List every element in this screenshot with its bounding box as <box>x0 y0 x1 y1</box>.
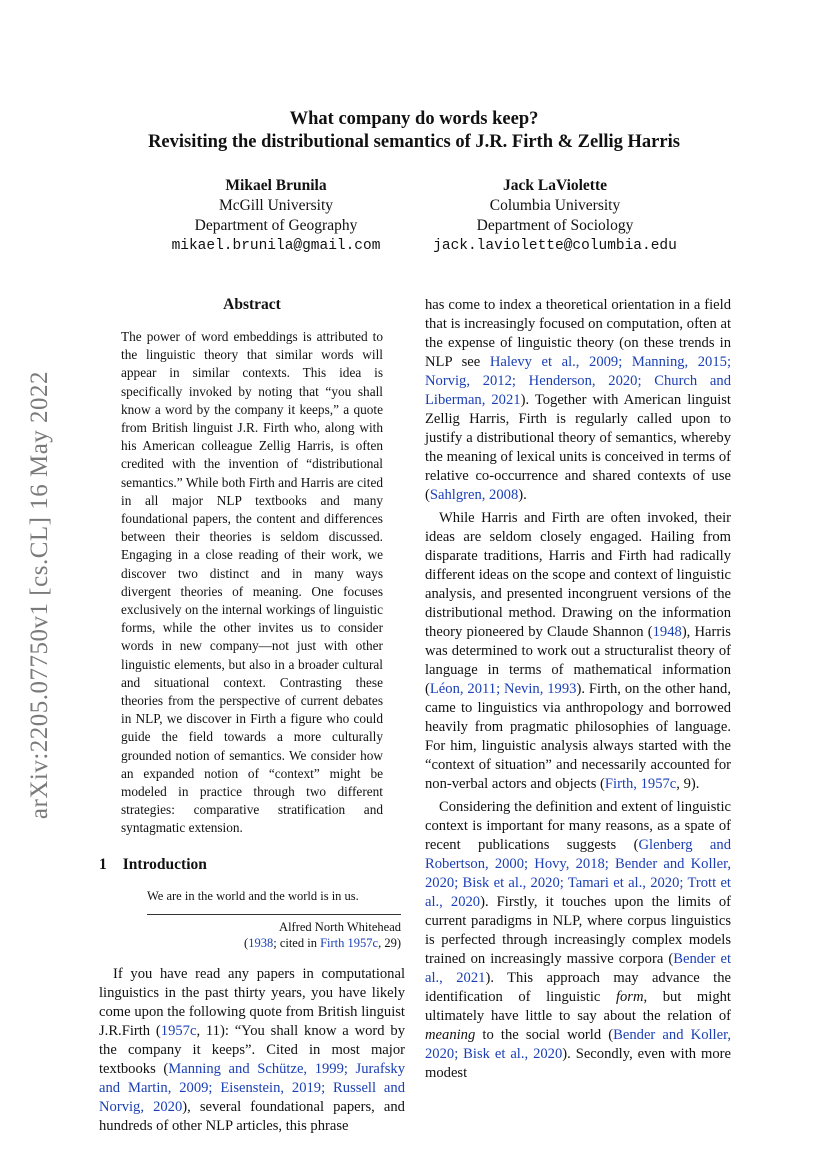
text-fragment: ). Secondly, even with more modest <box>425 1046 731 1081</box>
epigraph-author: Alfred North Whitehead <box>279 919 401 934</box>
author-department: Department of Geography <box>194 217 358 234</box>
author-name: Mikael Brunila <box>225 177 327 194</box>
section-title: Introduction <box>122 855 207 873</box>
paper-title <box>0 108 828 154</box>
emphasis-text: meaning <box>425 1027 476 1043</box>
author-department: Department of Sociology <box>476 217 634 234</box>
author-block <box>150 176 402 256</box>
abstract-heading: Abstract <box>223 296 281 313</box>
author-block <box>410 176 700 256</box>
left-column <box>99 296 405 1136</box>
text-fragment: ). <box>518 487 527 503</box>
citation-link[interactable]: Firth 1957c <box>320 935 379 950</box>
citation-link[interactable]: 1948 <box>652 624 682 640</box>
text-fragment: While Harris and Firth are often invoked, their ideas are seldom closely engaged. Hailing from disparate traditions, Harris and Firth had radically different ideas on the scope and context of linguistic analysis, and presented incongruent versions of the distributional method. Drawing on the information theory pioneered by Claude Shannon ( <box>425 510 731 640</box>
text-fragment: ). This approach may advance the identification of linguistic <box>425 970 731 1005</box>
citation-link[interactable]: Bender and Koller, 2020; Bisk et al., 2020 <box>425 1027 731 1062</box>
abstract-body: The power of word embeddings is attributed to the linguistic theory that similar words will appear in similar contexts. This idea is specifically invoked by noting that “you shall know a word by the company it keeps,” a quote from British linguist J.R. Firth who, along with his American colleague Zellig Harris, is often credited with the invention of “distributional semantics.” While both Firth and Harris are cited in all major NLP textbooks and many foundational papers, the content and differences between their theories is seldom discussed. Engaging in a close reading of their work, we discover two distinct and in many ways divergent theories of meaning. One focuses exclusively on the internal workings of linguistic forms, while the other invites us to consider words in new company—not just with other linguistic elements, but also in a broader cultural and situational context. Contrasting these theories from the perspective of current debates in NLP, we discover in Firth a figure who could guide the field towards a more culturally grounded notion of semantics. We consider how an expanded notion of “context” might be modeled in practice through two different strategies: comparative stratification and syntagmatic extension. <box>121 329 383 836</box>
citation-link[interactable]: 1957c <box>160 1022 197 1039</box>
text-fragment: , but might ultimately have little to say about the relation of <box>425 989 731 1024</box>
body-paragraph-1 <box>425 296 731 505</box>
text-fragment: , 29) <box>378 935 401 950</box>
arxiv-stamp-text: arXiv:2205.07750v1 [cs.CL] 16 May 2022 <box>26 370 53 820</box>
section-number: 1 <box>99 855 107 873</box>
body-paragraph-3 <box>425 798 731 1083</box>
text-fragment: ). Firstly, it touches upon the limits of current paradigms in NLP, where corpus linguistics is perfected through increasingly complex models trained on increasingly massive corpora ( <box>425 894 731 967</box>
citation-link[interactable]: Léon, 2011; Nevin, 1993 <box>429 681 577 697</box>
author-name: Jack LaViolette <box>502 177 608 194</box>
text-fragment: has come to index a theoretical orientation in a field that is increasingly focused on computation, often at the expense of linguistic theory (on these trends in NLP see <box>425 297 731 370</box>
text-fragment: , 9). <box>676 776 700 792</box>
epigraph-rule <box>147 914 401 915</box>
text-fragment: ), Harris was determined to work out a structuralist theory of language in terms of mathematical information ( <box>425 624 731 697</box>
right-column <box>425 296 731 1087</box>
text-fragment: If you have read any papers in computational linguistics in the past thirty years, you have likely come upon the following quote from British linguist J.R.Firth ( <box>99 965 405 1039</box>
text-fragment: ( <box>244 935 249 950</box>
text-fragment: ). Together with American linguist Zellig Harris, Firth is regularly called upon to justify a distributional theory of semantics, whereby the meaning of lexical units is conceived in terms of relative co-occurrence and shared contexts of use ( <box>425 392 731 503</box>
text-fragment: to the social world ( <box>475 1027 614 1043</box>
title-line-1: What company do words keep? <box>289 109 539 129</box>
citation-link[interactable]: Halevy et al., 2009; Manning, 2015; Norvig, 2012; Henderson, 2020; Church and Liberman, 2021 <box>425 354 731 408</box>
text-fragment: ). Firth, on the other hand, came to linguistics via anthropology and borrowed heavily from pragmatic philosophies of language. For him, linguistic analysis always started with the “context of situation” and necessarily accounted for non-verbal actors and objects ( <box>425 681 731 792</box>
author-email[interactable]: jack.laviolette@columbia.edu <box>433 238 677 254</box>
intro-paragraph-1 <box>99 965 405 1136</box>
epigraph <box>147 888 401 951</box>
arxiv-stamp <box>20 335 60 855</box>
text-fragment: Considering the definition and extent of linguistic context is important for many reasons, as a spate of recent publications suggests ( <box>425 799 731 853</box>
citation-link[interactable]: Bender et al., 2021 <box>425 951 731 986</box>
citation-link[interactable]: Firth, 1957c <box>604 776 677 792</box>
title-line-2: Revisiting the distributional semantics of J.R. Firth & Zellig Harris <box>148 132 680 152</box>
author-affiliation: McGill University <box>218 197 334 214</box>
text-fragment: , 11): “You shall know a word by the company it keeps”. Cited in most major textbooks ( <box>99 1022 406 1077</box>
author-email[interactable]: mikael.brunila@gmail.com <box>171 238 381 254</box>
citation-link[interactable]: 1938 <box>248 935 274 950</box>
section-heading-introduction <box>99 856 405 874</box>
citation-link[interactable]: Glenberg and Robertson, 2000; Hovy, 2018; Bender and Koller, 2020; Bisk et al., 2020; Tamari et al., 2020; Trott et al., 2020 <box>425 837 732 910</box>
text-fragment: ), several foundational papers, and hundreds of other NLP articles, this phrase <box>99 1098 405 1134</box>
author-affiliation: Columbia University <box>489 197 621 214</box>
citation-link[interactable]: Manning and Schütze, 1999; Jurafsky and Martin, 2009; Eisenstein, 2019; Russell and Norvig, 2020 <box>99 1060 405 1115</box>
body-paragraph-2 <box>425 509 731 794</box>
epigraph-quote: We are in the world and the world is in us. <box>147 888 359 903</box>
emphasis-text: form <box>615 989 644 1005</box>
citation-link[interactable]: Sahlgren, 2008 <box>429 487 519 503</box>
epigraph-citation <box>147 935 401 951</box>
text-fragment: ; cited in <box>273 935 321 950</box>
